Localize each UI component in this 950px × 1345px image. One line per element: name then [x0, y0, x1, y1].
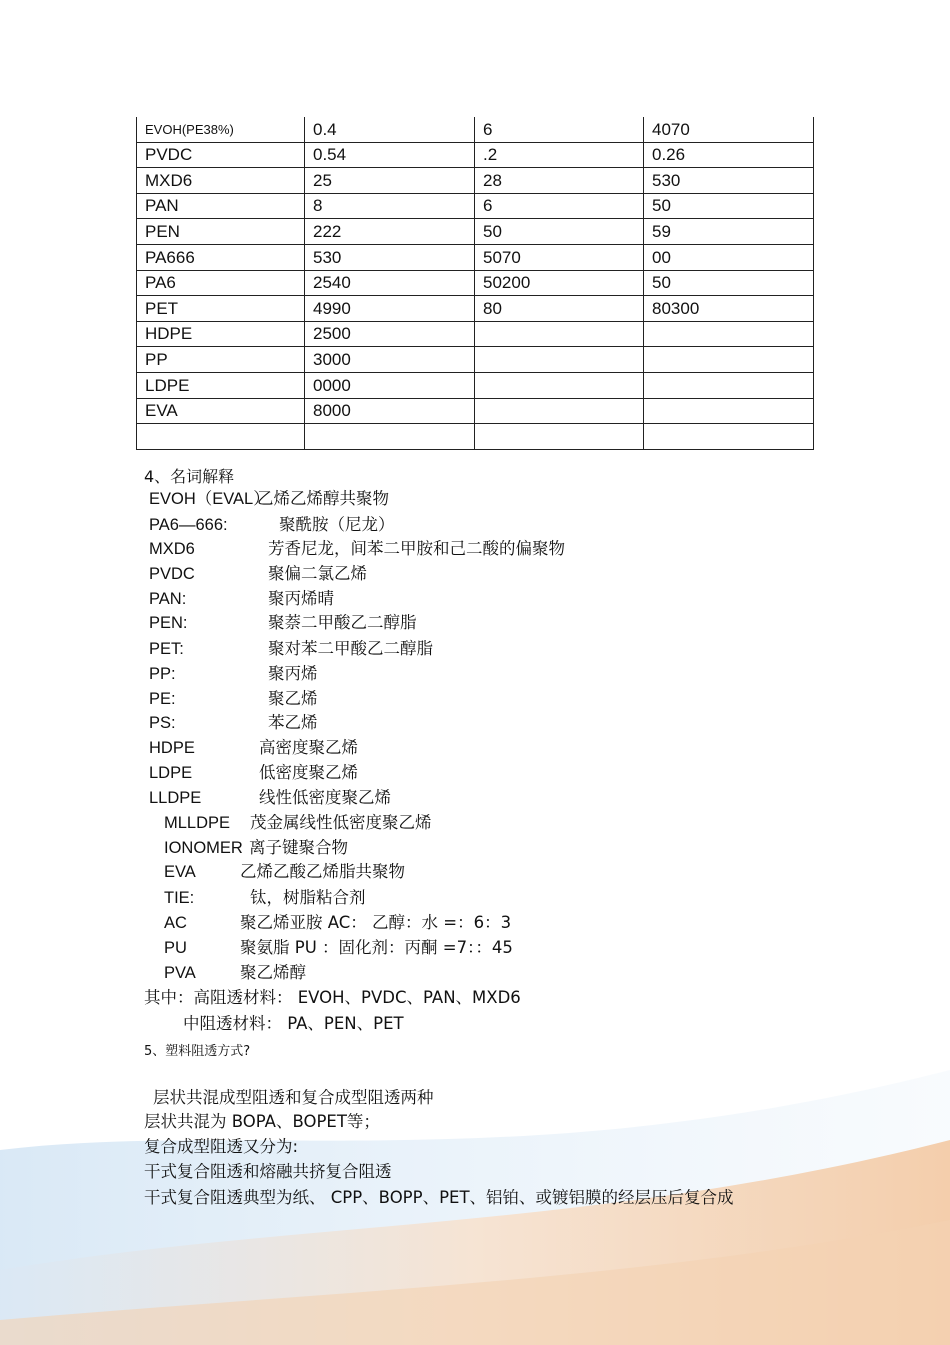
table-cell: MXD6: [137, 168, 305, 194]
table-cell: 28: [475, 168, 644, 194]
table-cell: [475, 398, 644, 424]
table-cell: 80: [475, 296, 644, 322]
table-cell: 222: [305, 219, 475, 245]
table-cell: 5070: [475, 244, 644, 270]
table-cell: 50: [644, 193, 814, 219]
paragraph-line: 层状共混为 BOPA、BOPET等；: [144, 1112, 380, 1131]
table-cell: HDPE: [137, 321, 305, 347]
table-cell: [475, 424, 644, 450]
table-cell: [137, 424, 305, 450]
table-cell: 8000: [305, 398, 475, 424]
term-key: PU: [164, 939, 187, 957]
term-key: PS:: [149, 714, 176, 732]
paragraph-line: 干式复合阻透和熔融共挤复合阻透: [144, 1162, 392, 1181]
term-desc: 聚乙烯: [268, 689, 318, 708]
table-cell: 6: [475, 117, 644, 142]
table-cell: [475, 372, 644, 398]
term-desc: 茂金属线性低密度聚乙烯: [250, 813, 432, 832]
table-cell: 8: [305, 193, 475, 219]
section-4-heading: 4、名词解释: [144, 467, 235, 486]
paragraph-line: 干式复合阻透典型为纸、 CPP、BOPP、PET、铝铂、或镀铝膜的经层压后复合成: [144, 1188, 734, 1207]
mid-barrier-materials: 中阻透材料： PA、PEN、PET: [183, 1014, 404, 1033]
table-row: [137, 372, 814, 398]
term-key: PA6—666:: [149, 516, 228, 534]
table-cell: 2500: [305, 321, 475, 347]
term-key: EVA: [164, 863, 196, 881]
table-cell: 50200: [475, 270, 644, 296]
term-key: MLLDPE: [164, 814, 231, 832]
table-cell: 0.26: [644, 142, 814, 168]
term-key: PVDC: [149, 565, 195, 583]
table-cell: EVA: [137, 398, 305, 424]
table-cell: 00: [644, 244, 814, 270]
term-desc: 聚丙烯晴: [268, 589, 334, 608]
term-key: MXD6: [149, 540, 195, 558]
term-desc: 聚偏二氯乙烯: [268, 564, 367, 583]
term-desc: 芳香尼龙，间苯二甲胺和己二酸的偏聚物: [268, 539, 565, 558]
table-cell: [644, 372, 814, 398]
table-row: [137, 398, 814, 424]
table-cell: 80300: [644, 296, 814, 322]
barrier-data-table: [136, 117, 814, 450]
table-row: [137, 142, 814, 168]
table-cell: 4990: [305, 296, 475, 322]
table-cell: PET: [137, 296, 305, 322]
table-cell: PEN: [137, 219, 305, 245]
term-desc: 乙烯乙烯醇共聚物: [257, 489, 389, 508]
table-cell: 59: [644, 219, 814, 245]
term-key: AC: [164, 914, 187, 932]
table-row: [137, 117, 814, 142]
paragraph-line: 复合成型阻透又分为:: [144, 1137, 299, 1156]
table-cell: 530: [305, 244, 475, 270]
term-key: HDPE: [149, 739, 195, 757]
term-key: PET:: [149, 640, 184, 658]
table-row: [137, 270, 814, 296]
table-cell: [305, 424, 475, 450]
term-key: PE:: [149, 690, 176, 708]
term-desc: 低密度聚乙烯: [259, 763, 358, 782]
table-cell: PAN: [137, 193, 305, 219]
term-key: PAN:: [149, 590, 187, 608]
term-key: TIE:: [164, 889, 195, 907]
term-desc: 线性低密度聚乙烯: [259, 788, 391, 807]
table-cell: 0.54: [305, 142, 475, 168]
term-desc: 高密度聚乙烯: [259, 738, 358, 757]
term-key: IONOMER: [164, 839, 243, 857]
table-cell: PP: [137, 347, 305, 373]
term-key: PVA: [164, 964, 196, 982]
term-key: LDPE: [149, 764, 193, 782]
table-cell: [475, 347, 644, 373]
table-cell: 0000: [305, 372, 475, 398]
table-cell: PA6: [137, 270, 305, 296]
term-key: LLDPE: [149, 789, 202, 807]
table-cell: 4070: [644, 117, 814, 142]
table-cell: EVOH(PE38%): [137, 117, 305, 142]
term-desc: 聚乙烯亚胺 AC： 乙醇：水 =：6：3: [240, 913, 512, 932]
table-cell: 50: [644, 270, 814, 296]
table-cell: [644, 398, 814, 424]
table-cell: 2540: [305, 270, 475, 296]
table-cell: [644, 321, 814, 347]
table-row: [137, 193, 814, 219]
table-row: [137, 168, 814, 194]
term-desc: 苯乙烯: [268, 713, 318, 732]
table-cell: 0.4: [305, 117, 475, 142]
table-cell: 530: [644, 168, 814, 194]
high-barrier-materials: 其中：高阻透材料： EVOH、PVDC、PAN、MXD6: [144, 988, 521, 1007]
table-row: [137, 296, 814, 322]
table-row: [137, 244, 814, 270]
table-cell: 6: [475, 193, 644, 219]
section-5-heading: 5、塑料阻透方式?: [144, 1044, 251, 1059]
table-row: [137, 321, 814, 347]
paragraph-line: 层状共混成型阻透和复合成型阻透两种: [153, 1088, 434, 1107]
table-row: [137, 424, 814, 450]
term-desc: 聚对苯二甲酸乙二醇脂: [268, 639, 433, 658]
term-desc: 聚萘二甲酸乙二醇脂: [268, 613, 417, 632]
table-cell: 25: [305, 168, 475, 194]
table-cell: PA666: [137, 244, 305, 270]
term-desc: 钛，树脂粘合剂: [250, 888, 366, 907]
table-cell: [644, 347, 814, 373]
term-desc: 聚丙烯: [268, 664, 318, 683]
table-cell: 50: [475, 219, 644, 245]
term-desc: 聚氨脂 PU ：固化剂：丙酮 =7：：45: [240, 938, 513, 957]
table-cell: LDPE: [137, 372, 305, 398]
term-desc: 离子键聚合物: [249, 838, 348, 857]
term-desc: 聚酰胺（尼龙）: [279, 515, 395, 534]
term-desc: 聚乙烯醇: [240, 963, 306, 982]
term-key: PP:: [149, 665, 176, 683]
table-cell: PVDC: [137, 142, 305, 168]
term-key: EVOH（EVAL）: [149, 490, 270, 508]
table-cell: [644, 424, 814, 450]
table-row: [137, 219, 814, 245]
table-cell: 3000: [305, 347, 475, 373]
table-cell: [475, 321, 644, 347]
term-key: PEN:: [149, 614, 188, 632]
term-desc: 乙烯乙酸乙烯脂共聚物: [240, 862, 405, 881]
table-row: [137, 347, 814, 373]
table-cell: .2: [475, 142, 644, 168]
